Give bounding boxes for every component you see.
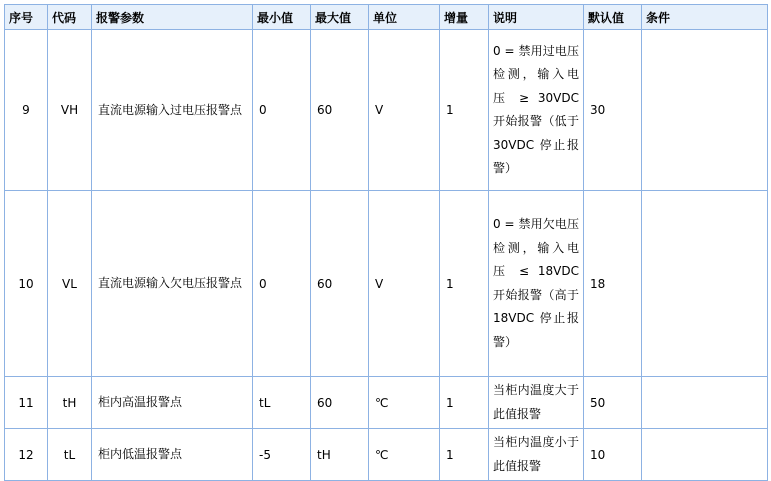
cell-code: tL [48,429,92,481]
cell-max: 60 [311,30,369,191]
cell-min: -5 [253,429,311,481]
cell-condition [642,429,768,481]
cell-condition [642,191,768,377]
cell-max: 60 [311,377,369,429]
cell-code: tH [48,377,92,429]
table-row [5,429,768,481]
cell-increment: 1 [440,191,489,377]
cell-no: 10 [5,191,48,377]
cell-description: 当柜内温度大于此值报警 [489,377,584,429]
cell-default: 50 [584,377,642,429]
header-unit: 单位 [369,5,440,30]
cell-unit: ℃ [369,377,440,429]
cell-code: VL [48,191,92,377]
table-row [5,30,768,191]
header-default: 默认值 [584,5,642,30]
cell-description: 当柜内温度小于此值报警 [489,429,584,481]
header-description: 说明 [489,5,584,30]
cell-unit: ℃ [369,429,440,481]
cell-default: 10 [584,429,642,481]
alarm-parameter-table [4,4,768,481]
cell-condition [642,377,768,429]
cell-no: 11 [5,377,48,429]
header-code: 代码 [48,5,92,30]
cell-increment: 1 [440,377,489,429]
header-row [5,5,768,30]
cell-param: 直流电源输入欠电压报警点 [92,191,253,377]
cell-no: 12 [5,429,48,481]
cell-max: 60 [311,191,369,377]
cell-min: tL [253,377,311,429]
cell-unit: V [369,191,440,377]
cell-code: VH [48,30,92,191]
cell-min: 0 [253,30,311,191]
header-param: 报警参数 [92,5,253,30]
cell-default: 30 [584,30,642,191]
cell-param: 柜内高温报警点 [92,377,253,429]
header-max: 最大值 [311,5,369,30]
cell-increment: 1 [440,30,489,191]
cell-default: 18 [584,191,642,377]
header-no: 序号 [5,5,48,30]
cell-param: 直流电源输入过电压报警点 [92,30,253,191]
cell-param: 柜内低温报警点 [92,429,253,481]
table-row [5,191,768,377]
cell-description: 0 = 禁用欠电压检测，输入电 压 ≤ 18VDC 开始报警（高于18VDC 停止报警） [489,191,584,377]
cell-max: tH [311,429,369,481]
header-condition: 条件 [642,5,768,30]
header-increment: 增量 [440,5,489,30]
cell-unit: V [369,30,440,191]
cell-description: 0 = 禁用过电压检测，输入电 压 ≥ 30VDC 开始报警（低于30VDC 停止报警） [489,30,584,191]
cell-increment: 1 [440,429,489,481]
cell-min: 0 [253,191,311,377]
cell-no: 9 [5,30,48,191]
cell-condition [642,30,768,191]
header-min: 最小值 [253,5,311,30]
table-row [5,377,768,429]
